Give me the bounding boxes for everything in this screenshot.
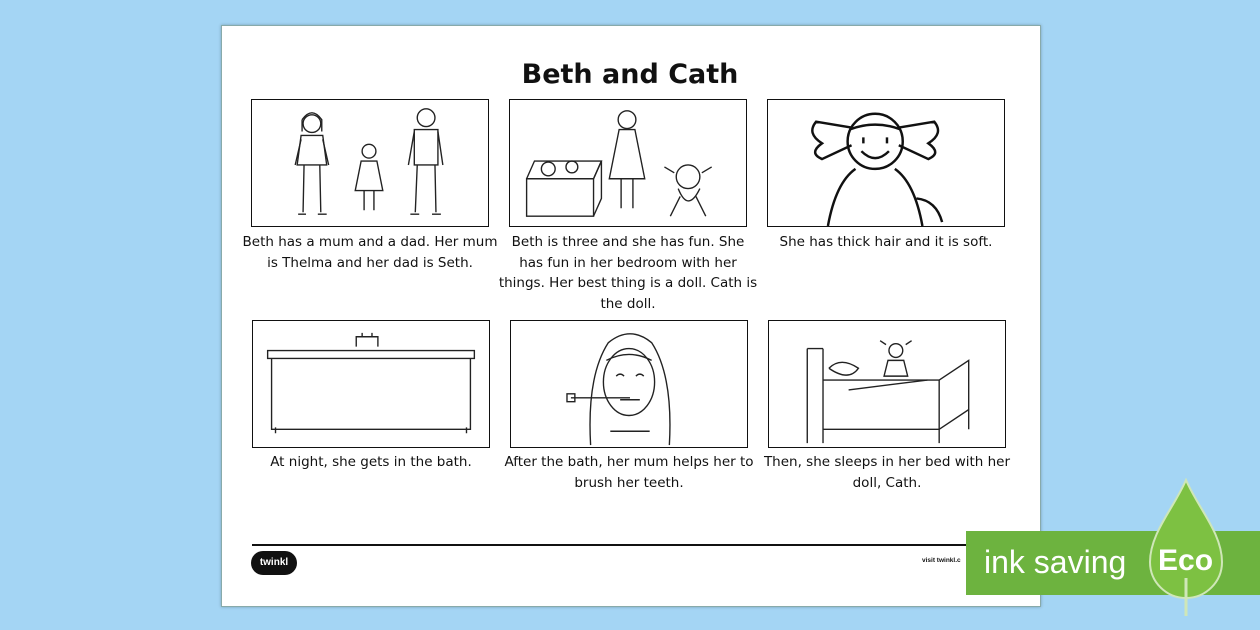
ink-saving-label: ink saving [984,544,1127,580]
panel-teeth-image [510,320,748,448]
bed-with-doll-illustration [769,321,1005,447]
panel-bath-caption: At night, she gets in the bath. [270,454,472,470]
girl-brushing-teeth-illustration [511,321,747,447]
doll-face-illustration [768,100,1004,226]
panel-family-image [251,99,489,227]
panel-bed-image [768,320,1006,448]
panel-teeth-caption: After the bath, her mum helps her to brush her teeth. [504,454,754,491]
girl-toybox-doll-illustration [510,100,746,226]
panel-toys-image [509,99,747,227]
footer-divider [252,544,1039,546]
panel-toys-caption: Beth is three and she has fun. She has fun in her bedroom with her things. Her best thing is a doll. Cath is the doll. [498,234,758,312]
panel-family-caption: Beth has a mum and a dad. Her mum is Thelma and her dad is Seth. [242,234,498,271]
eco-label: Eco [1158,544,1214,577]
panel-bath-image [252,320,490,448]
worksheet-title: Beth and Cath [521,59,739,90]
panel-doll-image [767,99,1005,227]
family-illustration [252,100,488,226]
panel-doll-caption: She has thick hair and it is soft. [779,234,993,250]
bathtub-illustration [253,321,489,447]
panel-bed-caption: Then, she sleeps in her bed with her doll, Cath. [763,454,1011,491]
footer-visit-text: visit twinkl.c [922,557,961,564]
twinkl-logo: twinkl [251,551,297,575]
